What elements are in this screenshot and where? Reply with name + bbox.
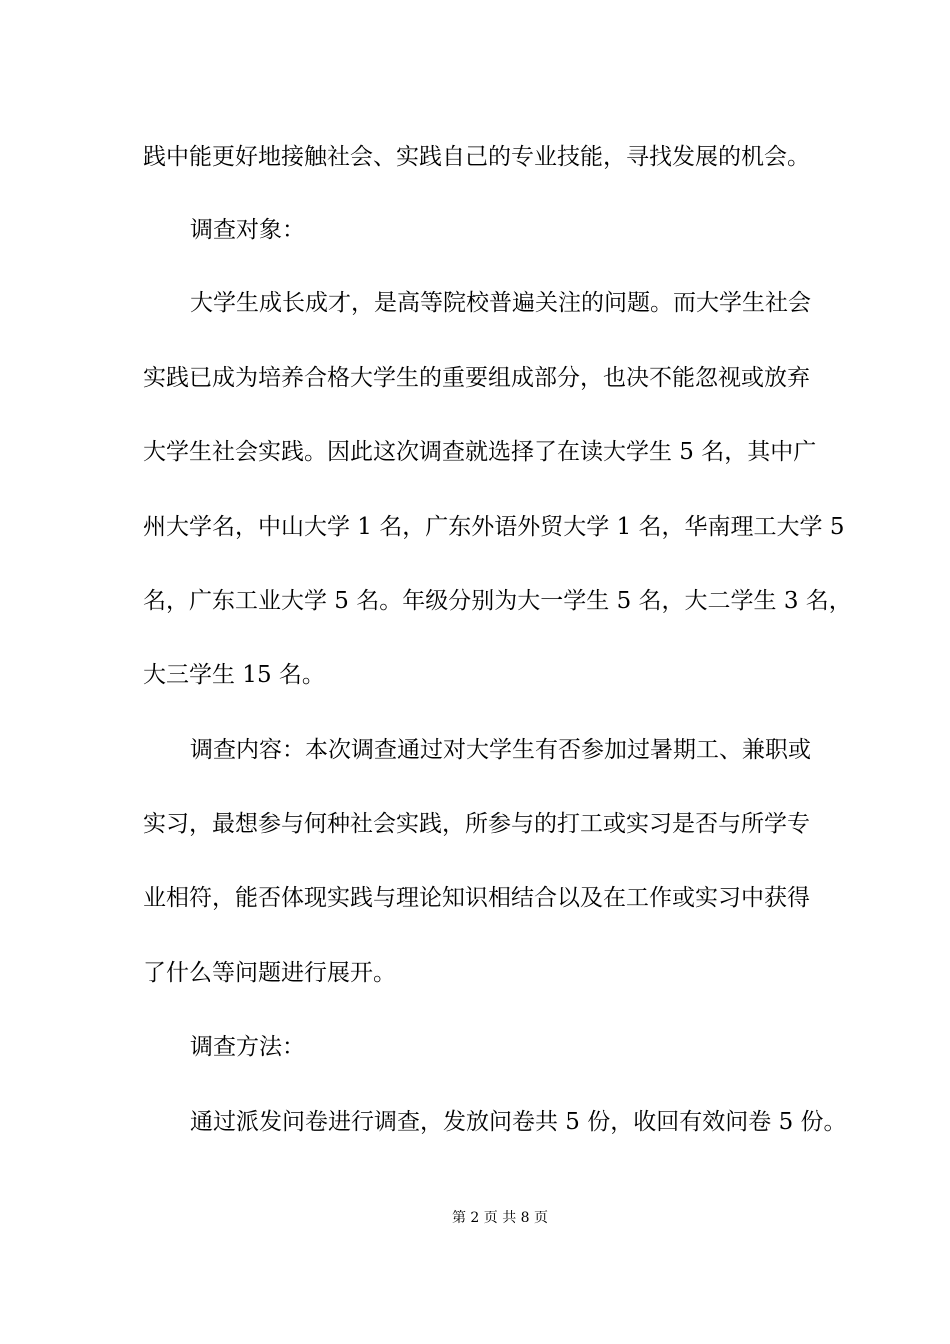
body-line: 通过派发问卷进行调查，发放问卷共 5 份，收回有效问卷 5 份。 bbox=[190, 1109, 847, 1135]
section-heading-method: 调查方法： bbox=[190, 1034, 305, 1060]
body-line: 实践已成为培养合格大学生的重要组成部分，也决不能忽视或放弃 bbox=[143, 365, 810, 391]
section-heading-subject: 调查对象： bbox=[190, 217, 305, 243]
section-heading-content: 调查内容：本次调查通过对大学生有否参加过暑期工、兼职或 bbox=[190, 737, 811, 763]
body-line: 践中能更好地接触社会、实践自己的专业技能，寻找发展的机会。 bbox=[143, 144, 810, 170]
body-line: 了什么等问题进行展开。 bbox=[143, 960, 396, 986]
body-line: 名，广东工业大学 5 名。年级分别为大一学生 5 名，大二学生 3 名， bbox=[143, 588, 852, 614]
body-line: 大三学生 15 名。 bbox=[143, 662, 325, 688]
body-line: 大学生成长成才，是高等院校普遍关注的问题。而大学生社会 bbox=[190, 290, 811, 316]
body-line: 业相符，能否体现实践与理论知识相结合以及在工作或实习中获得 bbox=[143, 885, 810, 911]
body-line: 州大学名，中山大学 1 名，广东外语外贸大学 1 名，华南理工大学 5 bbox=[143, 514, 845, 540]
body-line: 大学生社会实践。因此这次调查就选择了在读大学生 5 名，其中广 bbox=[143, 439, 817, 465]
page-number-footer: 第 2 页 共 8 页 bbox=[451, 1210, 549, 1226]
body-line: 实习，最想参与何种社会实践，所参与的打工或实习是否与所学专 bbox=[143, 811, 810, 837]
